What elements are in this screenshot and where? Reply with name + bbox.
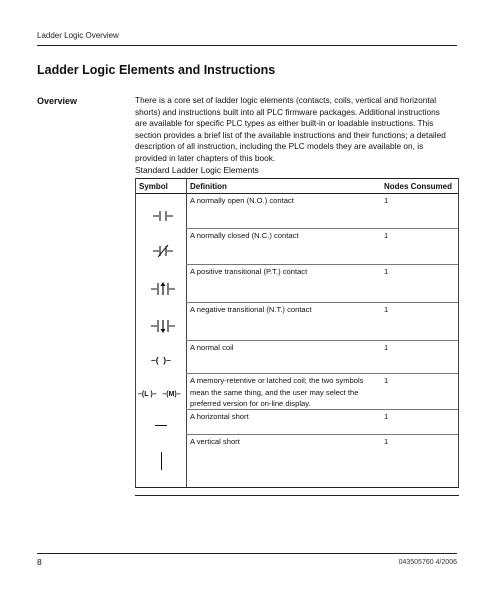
normally-open-contact-icon xyxy=(152,209,174,223)
table-top-rule xyxy=(135,178,459,179)
table-end-rule xyxy=(135,495,459,496)
overview-line: are available for specific PLC types as either built-in or loadable instructions. This xyxy=(135,118,434,129)
row-definition: A positive transitional (P.T.) contact xyxy=(190,267,308,276)
table-left-border xyxy=(135,178,136,487)
overview-line: section provides a brief list of the available instructions and their functions; a detailed xyxy=(135,129,446,140)
row-nodes: 1 xyxy=(384,231,389,240)
table-bottom-rule xyxy=(135,487,459,488)
row-nodes: 1 xyxy=(384,343,389,352)
row-definition: A normally open (N.O.) contact xyxy=(190,196,294,205)
section-title: Ladder Logic Elements and Instructions xyxy=(37,63,276,77)
row-definition: A horizontal short xyxy=(190,412,249,421)
footer-rule xyxy=(37,553,457,554)
row-separator xyxy=(186,264,458,265)
normally-closed-contact-icon xyxy=(152,244,174,258)
overview-heading: Overview xyxy=(37,96,78,106)
row-definition-line: preferred version for on-line display. xyxy=(190,399,311,408)
row-nodes: 1 xyxy=(384,305,389,314)
normal-coil-icon: –( )– xyxy=(151,355,171,365)
row-definition: A normal coil xyxy=(190,343,234,352)
vertical-short-icon xyxy=(161,452,162,470)
overview-paragraph xyxy=(135,95,460,165)
row-separator xyxy=(186,373,458,374)
row-separator xyxy=(186,228,458,229)
overview-line: provided in later chapters of this book. xyxy=(135,152,276,163)
row-definition: A negative transitional (N.T.) contact xyxy=(190,305,312,314)
col-header-symbol: Symbol xyxy=(139,182,168,191)
overview-line: There is a core set of ladder logic elements (contacts, coils, vertical and horizontal xyxy=(135,95,437,105)
row-nodes: 1 xyxy=(384,267,389,276)
running-header: Ladder Logic Overview xyxy=(37,31,119,40)
row-definition-line: A memory-retentive or latched coil; the two symbols xyxy=(190,376,364,385)
negative-transitional-contact-icon xyxy=(150,318,176,334)
row-nodes: 1 xyxy=(384,437,389,446)
row-separator xyxy=(186,340,458,341)
table-right-border xyxy=(458,178,459,487)
row-separator xyxy=(186,302,458,303)
row-nodes: 1 xyxy=(384,412,389,421)
row-definition: A normally closed (N.C.) contact xyxy=(190,231,299,240)
row-nodes: 1 xyxy=(384,196,389,205)
row-definition-line: mean the same thing, and the user may select the xyxy=(190,387,359,397)
table-caption: Standard Ladder Logic Elements xyxy=(135,165,259,175)
overview-line: shorts) and instructions built into all PLC firmware packages. Additional instructions xyxy=(135,106,440,117)
document-code: 043505760 4/2006 xyxy=(398,559,457,566)
col-header-nodes: Nodes Consumed xyxy=(384,182,453,191)
page-number: 8 xyxy=(37,557,42,567)
table-col-divider xyxy=(186,178,187,487)
latched-coil-icon: –(L )– –(M)– xyxy=(138,391,181,398)
header-rule xyxy=(37,45,457,46)
row-definition xyxy=(190,375,363,410)
overview-line: description of all instruction, including the PLC models they are available on, is xyxy=(135,141,424,152)
row-definition: A vertical short xyxy=(190,437,240,446)
row-separator xyxy=(186,434,458,435)
positive-transitional-contact-icon xyxy=(150,281,176,297)
row-nodes: 1 xyxy=(384,376,389,385)
horizontal-short-icon xyxy=(155,425,167,426)
col-header-definition: Definition xyxy=(190,182,227,191)
table-header-rule xyxy=(135,193,459,194)
